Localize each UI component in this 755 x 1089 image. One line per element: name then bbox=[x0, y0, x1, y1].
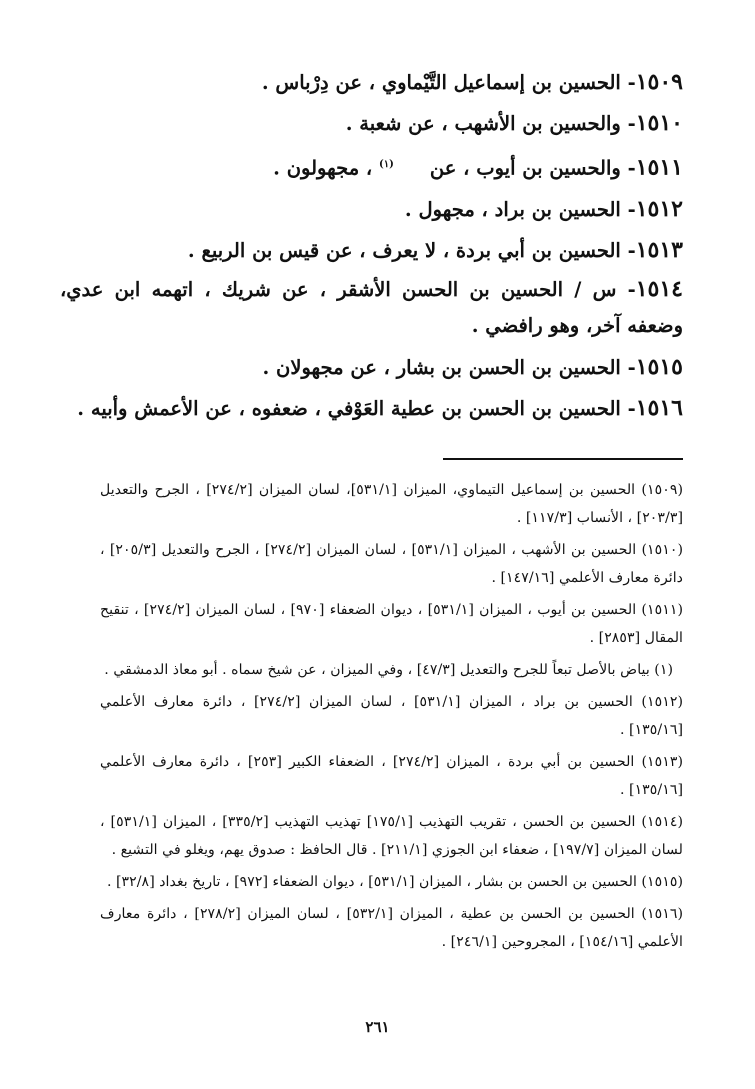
footnote-1513: (١٥١٣) الحسين بن أبي بردة ، الميزان [٢٧٤/٢] ، الضعفاء الكبير [٢٥٣] ، دائرة معارف الأعلمي [١٣٥/١٦] . bbox=[100, 754, 684, 798]
entry-number: ١٥١٤ bbox=[635, 275, 683, 302]
entry-number: ١٥١٣ bbox=[635, 236, 683, 263]
entry-number: ١٥١٦ bbox=[635, 394, 683, 421]
footnote-marker: (١) bbox=[379, 159, 394, 170]
entry-1509: ١٥٠٩- الحسين بن إسماعيل التَّيْماوي ، عن دِرْباس . bbox=[261, 69, 683, 95]
footnote-1509: (١٥٠٩) الحسين بن إسماعيل التيماوي، الميزان [٥٣١/١]، لسان الميزان [٢٧٤/٢] ، الجرح والتعديل [٢٠٣/٣] ، الأنساب [١١٧/٣] . bbox=[100, 482, 683, 526]
footnote-1515: (١٥١٥) الحسين بن الحسن بن بشار ، الميزان [٥٣١/١] ، ديوان الضعفاء [٩٧٢] ، تاريخ بغداد [٣٢/٨] . bbox=[106, 874, 683, 890]
entry-text: س / الحسين بن الحسن الأشقر ، عن شريك ، اتهمه ابن عدي، وضعفه آخر، وهو رافضي . bbox=[60, 277, 683, 337]
entry-text: الحسين بن أبي بردة ، لا يعرف ، عن قيس بن الربيع . bbox=[187, 238, 621, 262]
footnote-divider bbox=[443, 458, 683, 460]
entry-text: والحسين بن أيوب ، عن bbox=[429, 156, 621, 180]
footnote-1511: (١٥١١) الحسين بن أيوب ، الميزان [٥٣١/١] ، ديوان الضعفاء [٩٧٠] ، لسان الميزان [٢٧٤/٢] ، تنقيح المقال [٢٨٥٣] . bbox=[100, 602, 683, 646]
footnote-1512: (١٥١٢) الحسين بن براد ، الميزان [٥٣١/١] ، لسان الميزان [٢٧٤/٢] ، دائرة معارف الأعلمي [١٣٥/١٦] . bbox=[100, 694, 683, 738]
entry-1514: ١٥١٤- س / الحسين بن الحسن الأشقر ، عن شريك ، اتهمه ابن عدي، وضعفه آخر، وهو رافضي . bbox=[60, 275, 683, 337]
footnote-marker-1: (١) بياض بالأصل تبعاً للجرح والتعديل [٤٧/٣] ، وفي الميزان ، عن شيخ سماه . أبو معاذ الدمشقي . bbox=[104, 662, 673, 678]
entry-1512: ١٥١٢- الحسين بن براد ، مجهول . bbox=[404, 195, 683, 222]
entry-number: ١٥١٢ bbox=[635, 195, 683, 222]
entry-number: ١٥٠٩ bbox=[635, 69, 683, 95]
entry-text: الحسين بن براد ، مجهول . bbox=[404, 197, 621, 221]
footnote-1510: (١٥١٠) الحسين بن الأشهب ، الميزان [٥٣١/١] ، لسان الميزان [٢٧٤/٢] ، الجرح والتعديل [٢٠٥/٣] ، دائرة معارف الأعلمي [١٤٧/١٦] . bbox=[100, 542, 684, 586]
footnotes bbox=[100, 476, 683, 960]
entry-1515: ١٥١٥- الحسين بن الحسن بن بشار ، عن مجهولان . bbox=[262, 353, 683, 380]
entry-1513: ١٥١٣- الحسين بن أبي بردة ، لا يعرف ، عن قيس بن الربيع . bbox=[187, 236, 683, 263]
footnote-1516: (١٥١٦) الحسين بن الحسن بن عطية ، الميزان [٥٣٢/١] ، لسان الميزان [٢٧٨/٢] ، دائرة معارف الأعلمي [١٥٤/١٦] ، المجروحين [٢٤٦/١] . bbox=[100, 906, 683, 950]
page-number: ٢٦١ bbox=[365, 1018, 390, 1036]
entry-1511: ١٥١١- والحسين بن أيوب ، عن$^{(١)}$ ، مجهولون . bbox=[273, 154, 683, 181]
entry-text: الحسين بن الحسن بن بشار ، عن مجهولان . bbox=[262, 355, 621, 379]
entry-number: ١٥١٥ bbox=[635, 353, 683, 380]
entry-number: ١٥١٠ bbox=[635, 110, 683, 136]
entry-text-continued: ، مجهولون . bbox=[273, 156, 373, 180]
entry-number: ١٥١١ bbox=[635, 154, 683, 181]
entry-text: والحسين بن الأشهب ، عن شعبة . bbox=[345, 112, 621, 135]
entry-text: الحسين بن إسماعيل التَّيْماوي ، عن دِرْباس . bbox=[261, 71, 621, 94]
footnote-1514: (١٥١٤) الحسين بن الحسن ، تقريب التهذيب [١٧٥/١] تهذيب التهذيب [٣٣٥/٢] ، الميزان [٥٣١/١] ، لسان الميزان [١٩٧/٧] ، ضعفاء ابن الجوزي [٢١١/١] . قال الحافظ : صدوق يهم، ويغلو في التشيع . bbox=[100, 814, 683, 858]
entries-list bbox=[60, 62, 683, 429]
entry-1516: ١٥١٦- الحسين بن الحسن بن عطية العَوْفي ، ضعفوه ، عن الأعمش وأبيه . bbox=[77, 394, 683, 421]
entry-text: الحسين بن الحسن بن عطية العَوْفي ، ضعفوه ، عن الأعمش وأبيه . bbox=[77, 396, 621, 420]
entry-1510: ١٥١٠- والحسين بن الأشهب ، عن شعبة . bbox=[345, 110, 683, 136]
